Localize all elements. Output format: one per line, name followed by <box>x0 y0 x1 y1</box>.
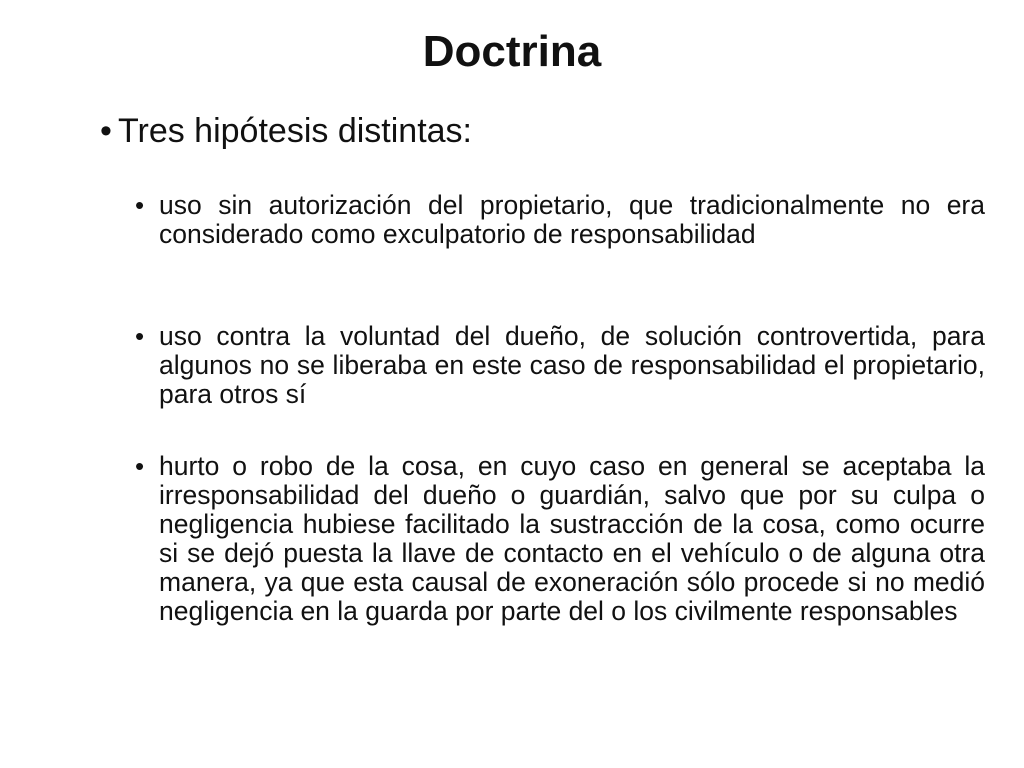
sub-bullet-symbol: • <box>135 190 145 220</box>
sub-bullet-symbol: • <box>135 451 145 481</box>
main-bullet-text: Tres hipótesis distintas: <box>118 112 472 150</box>
sub-bullet-symbol: • <box>135 321 145 351</box>
sub-bullet-text: uso contra la voluntad del dueño, de solución controvertida, para algunos no se liberaba en este caso de responsabilidad el propietario, para otros sí <box>159 321 985 409</box>
main-bullet-symbol: • <box>100 112 112 150</box>
sub-bullet-text: uso sin autorización del propietario, que tradicionalmente no era considerado como exculpatorio de responsabilidad <box>159 190 985 249</box>
slide-title: Doctrina <box>422 27 602 76</box>
sub-bullet-item <box>133 452 985 626</box>
sub-bullet-item <box>133 322 985 409</box>
sub-bullet-item <box>133 191 985 249</box>
sub-bullet-text: hurto o robo de la cosa, en cuyo caso en general se aceptaba la irresponsabilidad del dueño o guardián, salvo que por su culpa o negligencia hubiese facilitado la sustracción de la cosa, como ocurre si se dejó puesta la llave de contacto en el vehículo o de alguna otra manera, ya que esta causal de exoneración sólo procede si no medió negligencia en la guarda por parte del o los civilmente responsables <box>159 451 985 626</box>
